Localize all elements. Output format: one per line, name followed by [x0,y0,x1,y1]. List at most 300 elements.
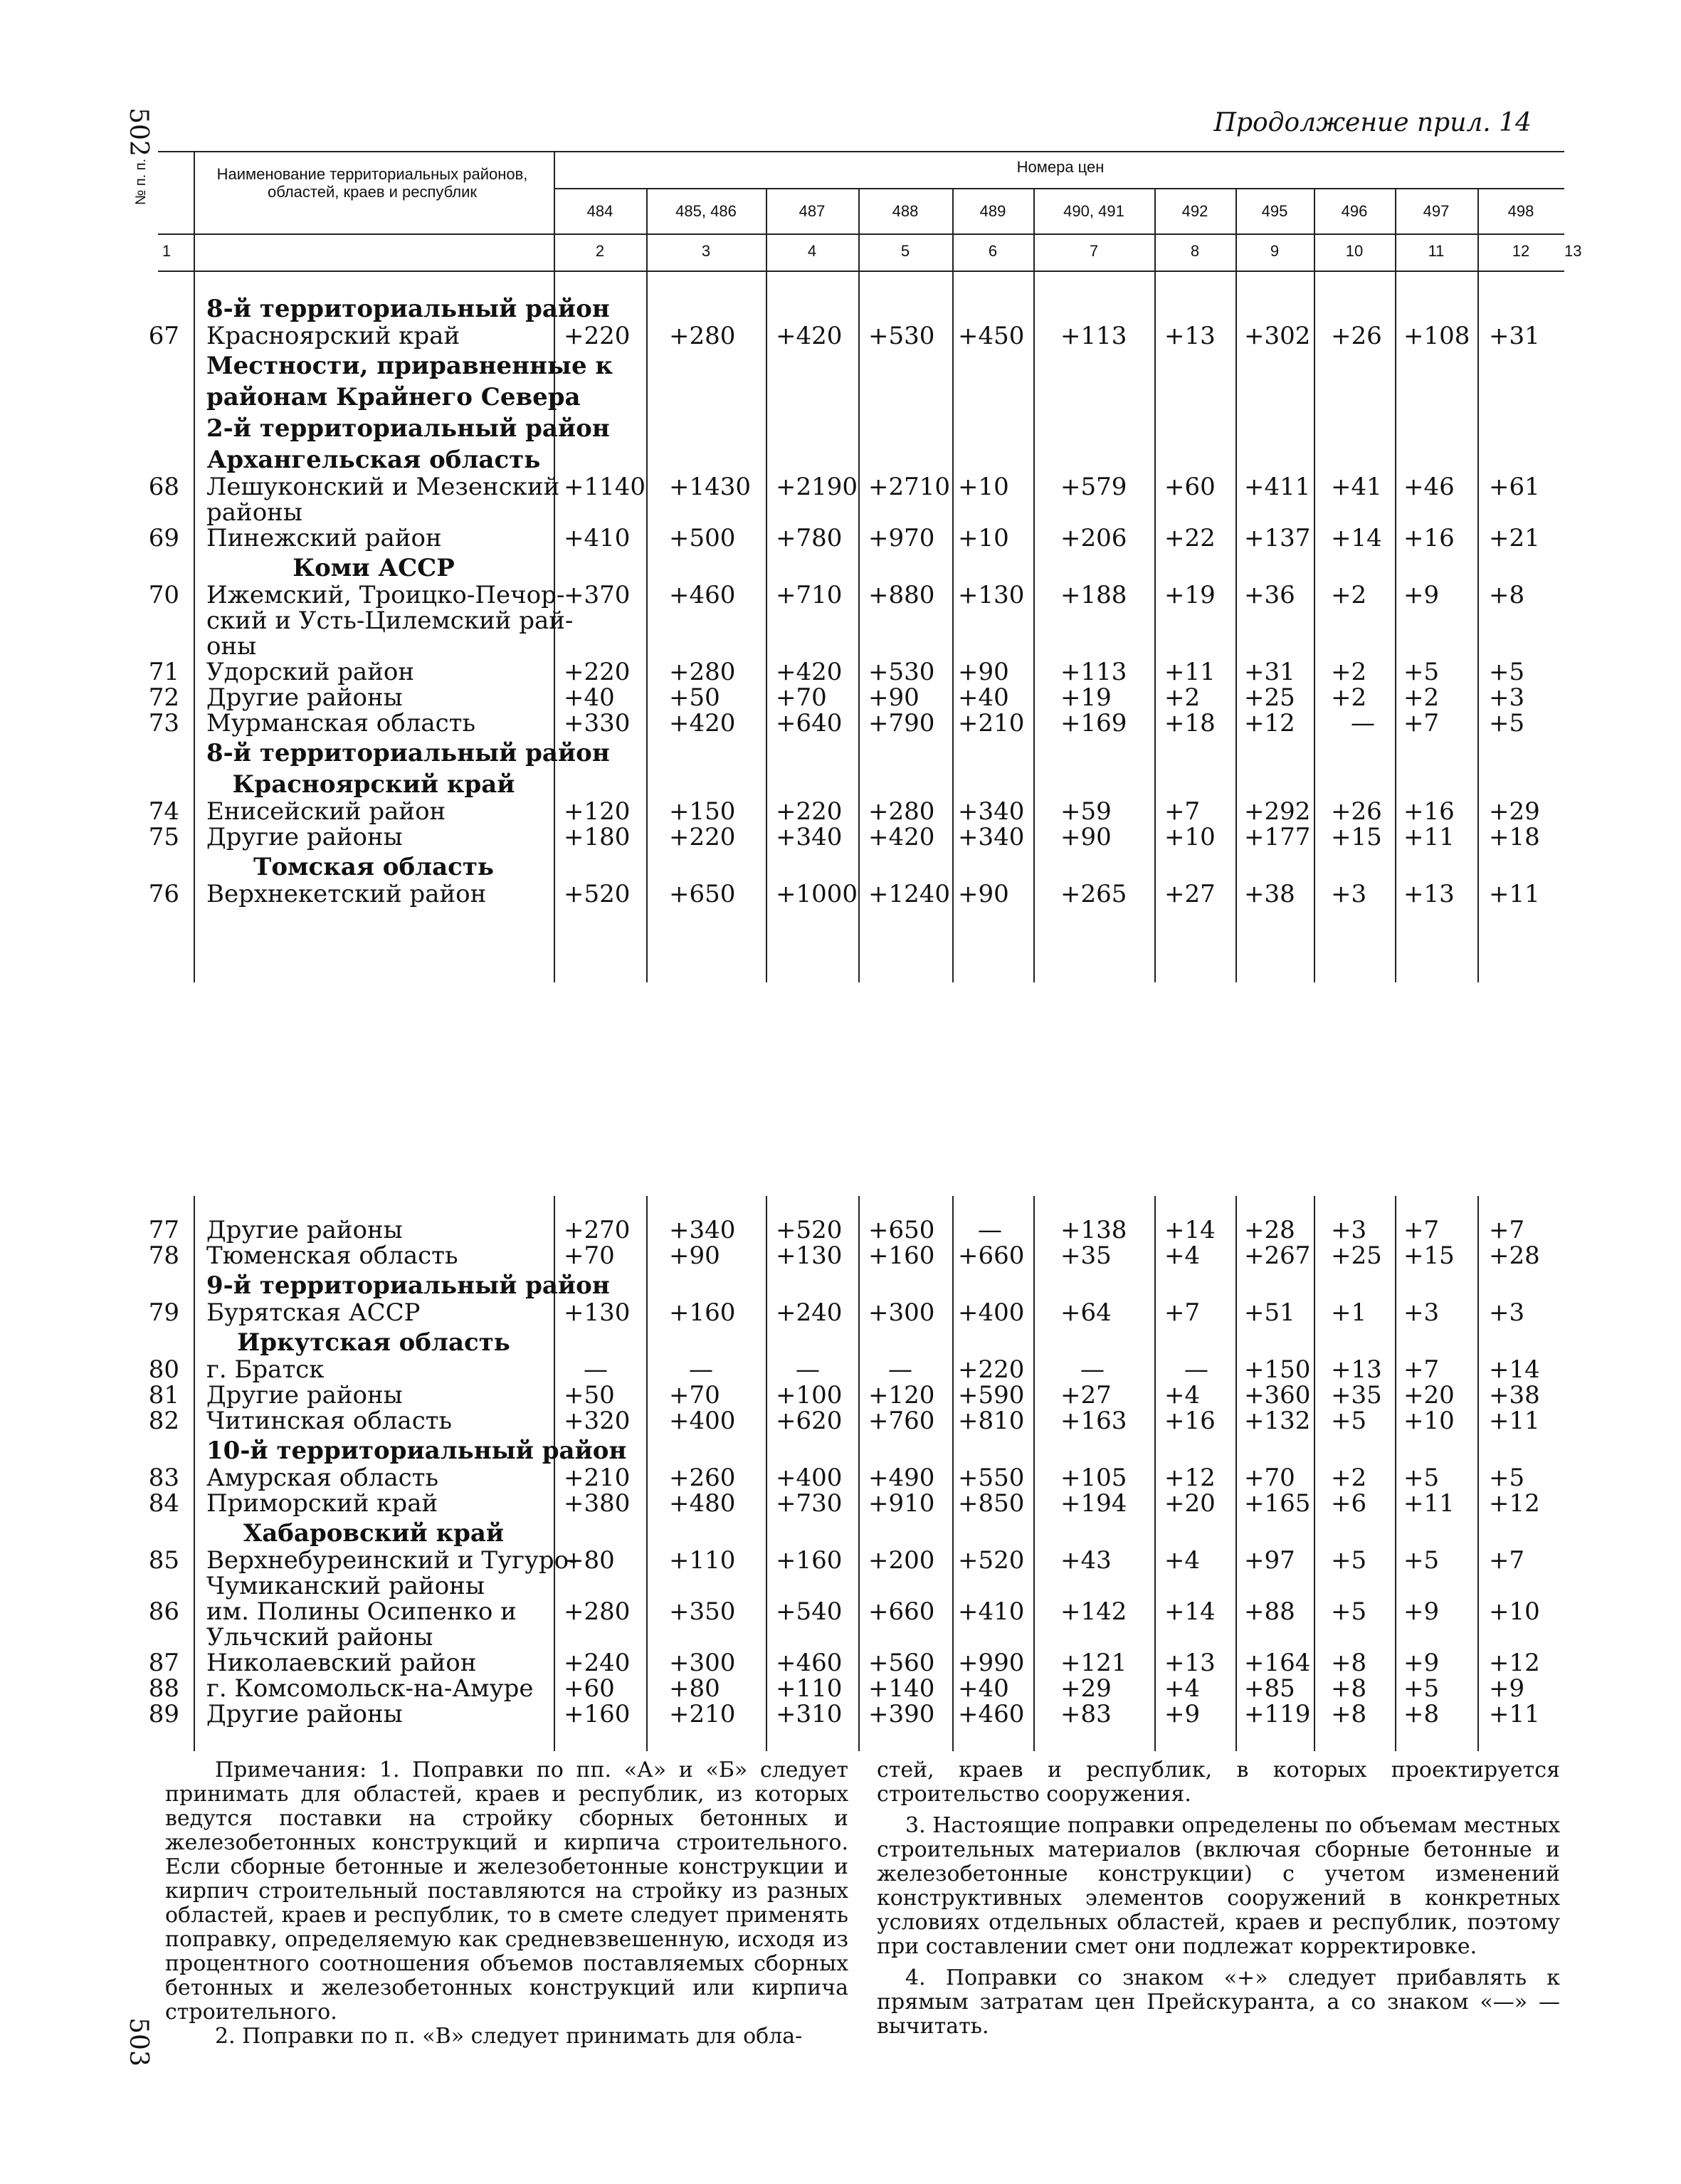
price-value: +10 [1403,1407,1455,1435]
price-value: +8 [1489,581,1525,609]
price-value: +5 [1489,709,1525,737]
row-number: 87 [148,1649,179,1677]
price-value: +35 [1060,1241,1112,1270]
rule-v [1314,1196,1315,1751]
rule-h [158,151,1564,152]
price-value: +390 [868,1700,935,1728]
price-value: +3 [1489,683,1525,712]
price-value: +12 [1489,1489,1540,1518]
row-name: оны [206,632,257,661]
price-value: +265 [1060,880,1127,908]
price-value: +1 [1331,1298,1367,1327]
note-4: 4. Поправки со знаком «+» следует прибавлять к прямым затратам цен Прейскуранта, а со знаком «—» — вычитать. [877,1965,1560,2039]
price-value: +137 [1244,524,1311,552]
price-value: +530 [868,322,935,350]
price-value: +9 [1489,1674,1525,1703]
price-value: +220 [776,797,843,826]
price-value: +220 [564,322,631,350]
header-col-number: 2 [595,242,605,260]
price-value: +165 [1244,1489,1311,1518]
price-value: +560 [868,1649,935,1677]
price-value: +12 [1489,1649,1540,1677]
price-value: +12 [1164,1464,1216,1492]
price-value: +7 [1489,1216,1525,1244]
row-number: 76 [148,880,179,908]
price-value: +210 [564,1464,631,1492]
price-value: +194 [1060,1489,1127,1518]
row-number: 77 [148,1216,179,1244]
price-value: +70 [776,683,827,712]
row-name: Мурманская область [206,709,475,737]
rule-v [1154,1196,1156,1751]
price-value: +5 [1489,658,1525,686]
header-col-number: 4 [807,242,817,260]
price-value: — [796,1355,820,1384]
rule-v [1477,271,1479,982]
price-value: +160 [564,1700,631,1728]
section-heading: Иркутская область [237,1328,510,1357]
price-value: +280 [669,322,736,350]
price-value: +120 [564,797,631,826]
price-value: +20 [1164,1489,1216,1518]
price-value: +7 [1403,1216,1440,1244]
price-value: +2 [1164,683,1201,712]
price-value: +90 [958,880,1009,908]
price-value: +60 [1164,473,1216,501]
price-value: +292 [1244,797,1311,826]
price-value: +138 [1060,1216,1127,1244]
rule-v [1395,188,1396,271]
price-value: +5 [1403,1674,1440,1703]
price-value: +5 [1403,658,1440,686]
price-value: +9 [1403,1649,1440,1677]
price-value: +97 [1244,1546,1295,1575]
rule-v [1154,188,1156,271]
price-value: — [888,1355,912,1384]
price-value: +520 [776,1216,843,1244]
header-col-number: 8 [1190,242,1200,260]
price-value: +13 [1331,1355,1382,1384]
row-name: Амурская область [206,1464,438,1492]
header-col-number: 6 [988,242,998,260]
page-number-bottom: 503 [123,2017,153,2067]
note-3: 3. Настоящие поправки определены по объемам местных строительных материалов (включая сборные бетонные и железобетонные конструкции) с учетом изменений конструктивных элементов сооружений в конкретных условиях отдельных областей, краев и республик, поэтому при составлении смет они подлежат корректировке. [877,1813,1560,1959]
header-col-number: 12 [1512,242,1530,260]
section-heading: Коми АССР [293,554,455,582]
rule-v [766,271,767,982]
rule-v [858,271,860,982]
row-name: Бурятская АССР [206,1298,421,1327]
price-value: +2710 [868,473,951,501]
rule-v [646,1196,648,1751]
price-value: +411 [1244,473,1311,501]
price-value: +340 [669,1216,736,1244]
price-value: +4 [1164,1241,1201,1270]
header-price-col: 487 [799,202,826,220]
row-number: 78 [148,1241,179,1270]
price-value: +450 [958,322,1025,350]
price-value: +1430 [669,473,752,501]
row-number: 86 [148,1597,179,1626]
row-number: 83 [148,1464,179,1492]
price-value: +2 [1331,1464,1367,1492]
price-value: +11 [1489,880,1540,908]
price-value: +38 [1244,880,1295,908]
price-value: +520 [564,880,631,908]
section-heading: 10-й территориальный район [206,1437,627,1465]
row-name: Ульчский районы [206,1623,433,1652]
price-value: +240 [776,1298,843,1327]
row-name: Ижемский, Троицко-Печор- [206,581,565,609]
price-value: +11 [1164,658,1216,686]
price-value: +8 [1331,1649,1367,1677]
price-value: +1240 [868,880,951,908]
price-value: +760 [868,1407,935,1435]
price-value: +300 [669,1649,736,1677]
rule-h [158,233,1564,235]
price-value: +970 [868,524,935,552]
price-value: +61 [1489,473,1540,501]
price-value: +16 [1164,1407,1216,1435]
row-number: 85 [148,1546,179,1575]
price-value: +38 [1489,1381,1540,1409]
price-value: +26 [1331,322,1382,350]
price-value: +220 [958,1355,1025,1384]
row-name: г. Братск [206,1355,325,1384]
price-value: +14 [1331,524,1382,552]
price-value: +25 [1244,683,1295,712]
price-value: +27 [1060,1381,1112,1409]
price-value: +50 [564,1381,615,1409]
price-value: +13 [1164,322,1216,350]
price-value: +880 [868,581,935,609]
price-value: +132 [1244,1407,1311,1435]
price-value: — [1351,709,1375,737]
header-price-col: 498 [1507,202,1534,220]
price-value: +640 [776,709,843,737]
row-number: 79 [148,1298,179,1327]
header-price-col: 488 [892,202,919,220]
price-value: +370 [564,581,631,609]
rule-v [1154,271,1156,982]
price-value: +210 [669,1700,736,1728]
price-value: +9 [1403,581,1440,609]
price-value: +320 [564,1407,631,1435]
price-value: +160 [776,1546,843,1575]
header-col-number: 11 [1428,242,1445,260]
price-value: +40 [564,683,615,712]
price-value: +40 [958,1674,1009,1703]
price-value: +7 [1489,1546,1525,1575]
price-value: +270 [564,1216,631,1244]
price-value: +83 [1060,1700,1112,1728]
rule-v [1033,188,1035,271]
rule-v [858,188,860,271]
rule-v [1314,188,1315,271]
price-value: +730 [776,1489,843,1518]
price-value: +1140 [564,473,646,501]
price-value: — [689,1355,713,1384]
header-col-number: 5 [900,242,910,260]
row-name: Приморский край [206,1489,438,1518]
price-value: +110 [776,1674,843,1703]
row-name: Другие районы [206,683,403,712]
rule-v [1477,188,1479,271]
rule-v [1477,1196,1479,1751]
price-value: +460 [776,1649,843,1677]
row-name: им. Полины Осипенко и [206,1597,517,1626]
rule-h [158,271,1564,272]
price-value: +3 [1331,880,1367,908]
price-value: +6 [1331,1489,1367,1518]
price-value: +550 [958,1464,1025,1492]
price-value: +4 [1164,1674,1201,1703]
rule-v [194,271,195,982]
rule-v [1235,271,1237,982]
note-2-end: стей, краев и республик, в которых проектируется строительство сооружения. [877,1758,1560,1807]
price-value: +220 [564,658,631,686]
price-value: +26 [1331,797,1382,826]
header-col-number: 3 [701,242,711,260]
rule-v [1314,271,1315,982]
price-value: +9 [1403,1597,1440,1626]
price-value: +85 [1244,1674,1295,1703]
price-value: +105 [1060,1464,1127,1492]
note-2-start: 2. Поправки по п. «В» следует принимать для обла- [215,2024,803,2049]
row-name: Другие районы [206,1216,403,1244]
price-value: +8 [1403,1700,1440,1728]
price-value: +850 [958,1489,1025,1518]
price-value: +590 [958,1381,1025,1409]
row-name: Тюменская область [206,1241,458,1270]
rule-v [646,188,648,271]
price-value: +2 [1331,683,1367,712]
price-value: +460 [958,1700,1025,1728]
price-value: +90 [1060,823,1112,851]
price-value: +18 [1164,709,1216,737]
price-value: +28 [1244,1216,1295,1244]
row-number: 74 [148,797,179,826]
price-value: — [978,1216,1002,1244]
price-value: +650 [868,1216,935,1244]
row-name: Другие районы [206,823,403,851]
price-value: +260 [669,1464,736,1492]
price-value: +18 [1489,823,1540,851]
row-number: 84 [148,1489,179,1518]
price-value: +7 [1403,1355,1440,1384]
price-value: +267 [1244,1241,1311,1270]
header-name: Наименование территориальных районов, областей, краев и республик [216,165,528,201]
section-heading: Местности, приравненные к [206,352,613,380]
price-value: +164 [1244,1649,1311,1677]
rule-v [952,1196,954,1751]
price-value: +16 [1403,797,1455,826]
price-value: +5 [1489,1464,1525,1492]
row-number: 73 [148,709,179,737]
header-price-col: 497 [1423,202,1450,220]
price-value: +13 [1403,880,1455,908]
rule-v [1235,1196,1237,1751]
price-value: +7 [1164,1298,1201,1327]
price-value: +460 [669,581,736,609]
price-value: +660 [958,1241,1025,1270]
row-number: 81 [148,1381,179,1409]
price-value: +59 [1060,797,1112,826]
price-value: +3 [1489,1298,1525,1327]
price-value: +380 [564,1489,631,1518]
row-name: Чумиканский районы [206,1572,485,1600]
price-value: +210 [958,709,1025,737]
header-price-col: 484 [586,202,613,220]
price-value: +650 [669,880,736,908]
price-value: +90 [958,658,1009,686]
header-col-number: 1 [162,242,172,260]
continuation-title: Продолжение прил. 14 [1213,108,1532,137]
rule-v [1395,1196,1396,1751]
section-heading: 2-й территориальный район [206,414,610,443]
price-value: +5 [1331,1597,1367,1626]
price-value: +500 [669,524,736,552]
row-name: Удорский район [206,658,414,686]
section-heading: Красноярский край [232,770,515,799]
header-no: № п. п. [133,158,149,206]
price-value: +130 [776,1241,843,1270]
price-value: +113 [1060,322,1127,350]
price-value: +300 [868,1298,935,1327]
row-number: 68 [148,473,179,501]
price-value: +12 [1244,709,1295,737]
header-price-col: 489 [979,202,1006,220]
price-value: +350 [669,1597,736,1626]
header-col-number: 9 [1270,242,1280,260]
price-value: +2 [1331,581,1367,609]
price-value: +25 [1331,1241,1382,1270]
price-value: +19 [1164,581,1216,609]
price-value: +110 [669,1546,736,1575]
price-value: +180 [564,823,631,851]
rule-v [952,188,954,271]
price-value: +530 [868,658,935,686]
price-value: +220 [669,823,736,851]
price-value: +43 [1060,1546,1112,1575]
price-value: +790 [868,709,935,737]
section-heading: Хабаровский край [243,1519,505,1548]
price-value: +310 [776,1700,843,1728]
price-value: +64 [1060,1298,1112,1327]
row-name: Читинская область [206,1407,453,1435]
price-value: +40 [958,683,1009,712]
price-value: +10 [958,524,1009,552]
page-number-top: 502 [123,107,153,157]
price-value: +340 [958,823,1025,851]
price-value: +10 [1164,823,1216,851]
price-value: +540 [776,1597,843,1626]
price-value: +206 [1060,524,1127,552]
price-value: +420 [868,823,935,851]
price-value: +11 [1403,1489,1455,1518]
notes-left-column [165,1758,848,2049]
price-value: +4 [1164,1381,1201,1409]
price-value: +80 [564,1546,615,1575]
row-number: 67 [148,322,179,350]
price-value: +579 [1060,473,1127,501]
section-heading: районам Крайнего Севера [206,383,581,411]
price-value: +340 [776,823,843,851]
price-value: +14 [1164,1597,1216,1626]
price-value: +19 [1060,683,1112,712]
rule-v [554,151,555,271]
price-value: +410 [958,1597,1025,1626]
price-value: +420 [776,322,843,350]
row-name: Верхнебуреинский и Тугуро- [206,1546,577,1575]
price-value: +10 [1489,1597,1540,1626]
price-value: +5 [1403,1464,1440,1492]
price-value: +11 [1489,1407,1540,1435]
section-heading: 8-й территориальный район [206,295,610,323]
price-value: +330 [564,709,631,737]
section-heading: Архангельская область [206,446,541,474]
price-value: +15 [1403,1241,1455,1270]
price-value: +60 [564,1674,615,1703]
header-price-col: 496 [1341,202,1368,220]
price-value: +360 [1244,1381,1311,1409]
rule-v [952,271,954,982]
price-value: +142 [1060,1597,1127,1626]
row-name: районы [206,498,302,527]
price-value: +20 [1403,1381,1455,1409]
price-value: +480 [669,1489,736,1518]
price-value: +150 [669,797,736,826]
rule-v [766,188,767,271]
price-value: +490 [868,1464,935,1492]
price-value: +70 [564,1241,615,1270]
row-number: 75 [148,823,179,851]
price-value: +11 [1403,823,1455,851]
row-number: 88 [148,1674,179,1703]
price-value: +88 [1244,1597,1295,1626]
price-value: +121 [1060,1649,1127,1677]
price-value: +11 [1489,1700,1540,1728]
price-value: +710 [776,581,843,609]
price-value: +200 [868,1546,935,1575]
price-value: +340 [958,797,1025,826]
price-value: +130 [564,1298,631,1327]
rule-h [554,188,1564,189]
row-number: 70 [148,581,179,609]
price-value: +163 [1060,1407,1127,1435]
row-name: Енисейский район [206,797,446,826]
section-heading: Томская область [253,853,494,881]
header-col-number: 7 [1089,242,1099,260]
header-prices: Номера цен [1016,158,1105,176]
price-value: +420 [776,658,843,686]
price-value: +990 [958,1649,1025,1677]
price-value: +280 [564,1597,631,1626]
rule-v [1395,271,1396,982]
price-value: +400 [776,1464,843,1492]
price-value: +3 [1403,1298,1440,1327]
price-value: +90 [669,1241,720,1270]
price-value: +113 [1060,658,1127,686]
rule-v [646,271,648,982]
price-value: +810 [958,1407,1025,1435]
price-value: +29 [1489,797,1540,826]
price-value: +420 [669,709,736,737]
price-value: +520 [958,1546,1025,1575]
price-value: +31 [1489,322,1540,350]
price-value: +177 [1244,823,1311,851]
header-col-number: 10 [1345,242,1364,260]
